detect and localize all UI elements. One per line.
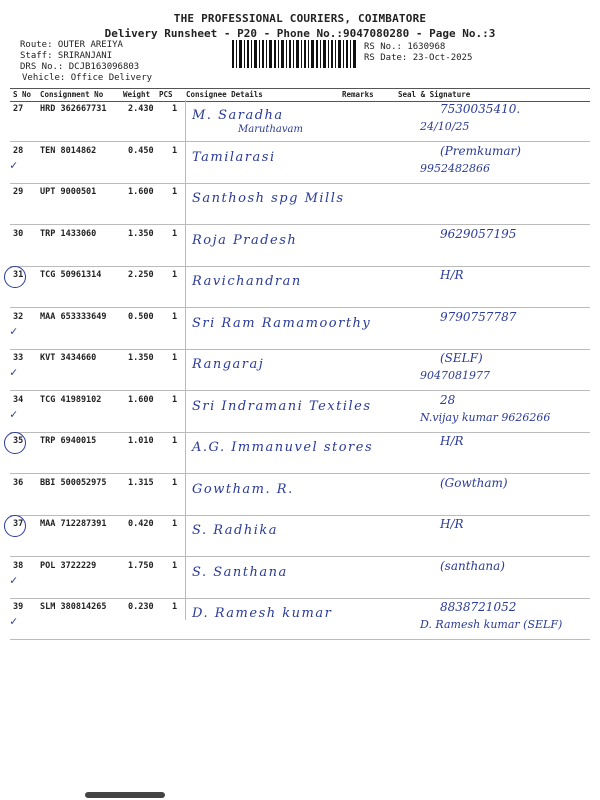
- table-row: [10, 432, 590, 474]
- scan-mark: [85, 792, 165, 798]
- signature-note-2: 9952482866: [420, 161, 490, 175]
- table-row: [10, 515, 590, 557]
- row-consignment: SLM 380814265: [40, 602, 107, 612]
- row-weight: 1.315: [128, 477, 154, 488]
- row-pcs: 1: [172, 270, 178, 280]
- table-row: [10, 391, 590, 433]
- col-details: Consignee Details: [186, 90, 263, 99]
- vehicle-label: Vehicle: Office Delivery: [22, 73, 153, 83]
- row-consignment: KVT 3434660: [40, 353, 97, 363]
- signature-note: 8838721052: [440, 600, 517, 614]
- table-row: [10, 557, 590, 599]
- row-sno: 39: [13, 602, 24, 612]
- row-pcs: 1: [172, 104, 178, 114]
- col-consignment: Consignment No: [40, 90, 104, 99]
- row-pcs: 1: [172, 145, 178, 156]
- signature-note-2: N.vijay kumar 9626266: [420, 410, 551, 424]
- drs-label: DRS No.: DCJB163096803: [20, 62, 140, 72]
- column-divider: [185, 100, 186, 620]
- row-sno: 32: [13, 311, 24, 322]
- signature-note: H/R: [440, 517, 464, 531]
- check-mark-icon: ✓: [10, 323, 18, 338]
- check-mark-icon: ✓: [10, 406, 18, 421]
- row-sno: 29: [13, 187, 24, 197]
- signature-note: H/R: [440, 268, 464, 282]
- consignee-name: S. Santhana: [192, 564, 288, 580]
- row-consignment: TEN 8014862: [40, 145, 97, 156]
- runsheet-subtitle: Delivery Runsheet - P20 - Phone No.:9047080280 - Page No.:3: [104, 27, 496, 40]
- consignee-name: Tamilarasi: [192, 149, 276, 165]
- row-pcs: 1: [172, 311, 178, 322]
- table-row: [10, 100, 590, 142]
- consignee-name: Rangaraj: [192, 357, 265, 372]
- col-pcs: PCS: [159, 90, 173, 99]
- consignee-name-line2: Maruthavam: [238, 124, 303, 135]
- row-weight: 1.350: [128, 228, 154, 239]
- row-sno: 31: [13, 270, 24, 280]
- row-pcs: 1: [172, 560, 178, 571]
- table-row: [10, 266, 590, 308]
- signature-note: 7530035410.: [440, 102, 521, 116]
- check-mark-icon: ✓: [10, 365, 18, 379]
- row-weight: 0.500: [128, 311, 154, 322]
- row-pcs: 1: [172, 187, 178, 197]
- consignee-name: Santhosh spg Mills: [192, 191, 345, 206]
- row-sno: 34: [13, 394, 24, 405]
- row-weight: 1.600: [128, 187, 154, 197]
- row-consignment: POL 3722229: [40, 560, 97, 571]
- row-divider: [10, 639, 590, 640]
- table-row: [10, 474, 590, 516]
- col-remarks: Remarks: [342, 90, 374, 99]
- signature-note-2: D. Ramesh kumar (SELF): [420, 618, 563, 631]
- signature-note: (SELF): [440, 351, 483, 365]
- barcode-image: [232, 40, 358, 68]
- consignee-name: Sri Ram Ramamoorthy: [192, 315, 372, 331]
- row-weight: 2.250: [128, 270, 154, 280]
- runsheet-title: THE PROFESSIONAL COURIERS, COIMBATORE: [173, 12, 427, 25]
- table-row: [10, 142, 590, 184]
- row-weight: 0.230: [128, 602, 154, 612]
- row-pcs: 1: [172, 477, 178, 488]
- row-consignment: UPT 9000501: [40, 187, 97, 197]
- signature-note: 9629057195: [440, 226, 517, 241]
- signature-note: (Gowtham): [440, 475, 508, 490]
- table-row: [10, 598, 590, 640]
- row-weight: 1.600: [128, 394, 154, 405]
- signature-note-2: 9047081977: [420, 369, 490, 382]
- route-label: Route: OUTER AREIYA: [20, 40, 123, 50]
- row-sno: 33: [13, 353, 24, 363]
- row-consignment: BBI 500052975: [40, 477, 107, 488]
- check-mark-icon: ✓: [10, 157, 18, 172]
- check-mark-icon: ✓: [10, 572, 18, 587]
- consignee-name: Roja Pradesh: [192, 232, 298, 248]
- consignee-name: Gowtham. R.: [192, 481, 294, 497]
- table-row: [10, 308, 590, 350]
- row-sno: 28: [13, 145, 24, 156]
- consignee-name: D. Ramesh kumar: [192, 606, 333, 621]
- row-consignment: TRP 1433060: [40, 228, 97, 239]
- table-row: [10, 183, 590, 225]
- rs-date-label: RS Date: 23-Oct-2025: [364, 53, 473, 63]
- row-pcs: 1: [172, 394, 178, 405]
- row-consignment: TCG 50961314: [40, 270, 102, 280]
- row-sno: 36: [13, 477, 24, 488]
- signature-note: H/R: [440, 434, 464, 448]
- col-weight: Weight: [123, 90, 151, 99]
- row-sno: 35: [13, 436, 24, 446]
- row-weight: 0.420: [128, 519, 154, 529]
- signature-note: 28: [440, 392, 456, 407]
- row-sno: 38: [13, 560, 24, 571]
- consignee-name: Ravichandran: [192, 274, 302, 289]
- signature-note: (santhana): [440, 558, 505, 573]
- row-consignment: TRP 6940015: [40, 436, 97, 446]
- table-row: [10, 349, 590, 391]
- consignee-name: A.G. Immanuvel stores: [192, 440, 374, 455]
- circle-mark-icon: [4, 432, 26, 454]
- row-weight: 1.350: [128, 353, 154, 363]
- staff-label: Staff: SRIRANJANI: [20, 51, 113, 61]
- row-weight: 2.430: [128, 104, 154, 114]
- row-pcs: 1: [172, 519, 178, 529]
- row-pcs: 1: [172, 436, 178, 446]
- check-mark-icon: ✓: [10, 614, 18, 628]
- consignee-name: Sri Indramani Textiles: [192, 398, 372, 414]
- row-sno: 37: [13, 519, 24, 529]
- row-consignment: TCG 41989102: [40, 394, 102, 405]
- row-consignment: MAA 712287391: [40, 519, 107, 529]
- row-pcs: 1: [172, 228, 178, 239]
- row-pcs: 1: [172, 353, 178, 363]
- signature-note: (Premkumar): [440, 143, 521, 158]
- col-sno: S No: [13, 90, 32, 99]
- row-pcs: 1: [172, 602, 178, 612]
- col-seal: Seal & Signature: [398, 90, 471, 99]
- rs-no-label: RS No.: 1630968: [364, 42, 446, 52]
- circle-mark-icon: [4, 266, 26, 288]
- row-sno: 27: [13, 104, 24, 114]
- row-consignment: MAA 653333649: [40, 311, 107, 322]
- consignee-name: S. Radhika: [192, 523, 279, 538]
- table-row: [10, 225, 590, 267]
- signature-note-2: 24/10/25: [420, 120, 470, 133]
- signature-note: 9790757787: [440, 309, 517, 324]
- consignee-name: M. Saradha: [192, 108, 284, 123]
- row-weight: 1.750: [128, 560, 154, 571]
- row-weight: 1.010: [128, 436, 154, 446]
- row-sno: 30: [13, 228, 24, 239]
- row-consignment: HRD 362667731: [40, 104, 107, 114]
- row-weight: 0.450: [128, 145, 154, 156]
- circle-mark-icon: [4, 515, 26, 537]
